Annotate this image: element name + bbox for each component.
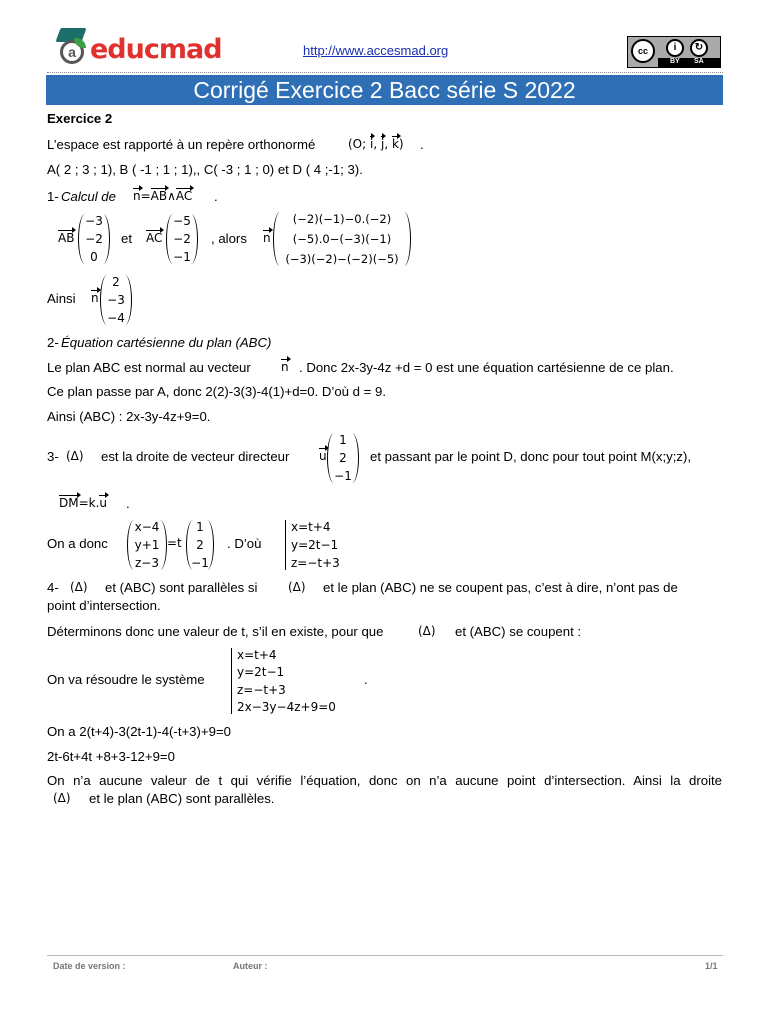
on-a-donc: On a donc [47, 536, 108, 551]
equation-system: x=t+4 y=2t−1 z=−t+3 2x−3y−4z+9=0 [231, 648, 362, 714]
system-intro: On va résoudre le système [47, 672, 205, 687]
header [0, 0, 768, 110]
creative-commons-badge [627, 36, 721, 68]
q4-delta-3: (Δ) [418, 624, 436, 638]
q1-label: 1- [47, 189, 59, 204]
q4-conclusion-1: On n’a aucune valeur de t qui vérifie l’équation, donc on n’a aucune point d’intersection. Ainsi la droite [47, 773, 722, 788]
q3-line1a: est la droite de vecteur directeur [101, 449, 290, 464]
ac-vector: −5 −2 −1 [166, 214, 198, 264]
share-alike-icon: ↻ [690, 39, 708, 57]
u-label: u [319, 449, 327, 463]
footer-author-label: Auteur : [233, 961, 268, 971]
by-label: BY [670, 58, 680, 65]
title-banner [46, 75, 723, 105]
q4-label: 4- [47, 580, 59, 595]
n-result-vector: 2 −3 −4 [100, 275, 132, 325]
parametric-system: x=t+4 y=2t−1 z=−t+3 [285, 520, 361, 570]
by-person-icon: i [666, 39, 684, 57]
q2-title: Équation cartésienne du plan (ABC) [61, 335, 272, 350]
eq-t: =t [167, 536, 182, 550]
q3-label: 3- [47, 449, 59, 464]
page-title: Corrigé Exercice 2 Bacc série S 2022 [193, 77, 576, 103]
sa-label: SA [694, 58, 704, 65]
q2-label: 2- [47, 335, 59, 350]
header-divider [47, 72, 723, 73]
u-vector: 1 2 −1 [327, 433, 359, 483]
at-sign-icon: a [60, 40, 84, 64]
dm-relation: DM=k.u [59, 496, 108, 510]
q4-delta-4: (Δ) [53, 791, 71, 805]
n-label: n [263, 231, 271, 245]
ab-label: AB [58, 231, 75, 245]
q4-line1a: et (ABC) sont parallèles si [105, 580, 258, 595]
frame-notation: (O; i, j, k) [348, 137, 404, 151]
exercise-heading: Exercice 2 [47, 111, 113, 126]
ainsi-word: Ainsi [47, 291, 76, 306]
points-line: A( 2 ; 3 ; 1), B ( -1 ; 1 ; 1),, C( -3 ; 1 ; 0) et D ( 4 ;-1; 3). [47, 162, 363, 177]
frame-end: . [420, 137, 424, 152]
q2-n: n [281, 360, 289, 374]
q4-line1b: et le plan (ABC) ne se coupent pas, c’est à dire, n’ont pas de [323, 580, 678, 595]
et-word: et [121, 231, 132, 246]
alors-word: , alors [211, 231, 247, 246]
q3-delta: (Δ) [66, 449, 84, 463]
q4-line3a: Déterminons donc une valeur de t, s’il en existe, pour que [47, 624, 384, 639]
q4-line3b: et (ABC) se coupent : [455, 624, 582, 639]
logo-text: educmad [90, 34, 222, 65]
cc-icon: cc [631, 39, 655, 63]
right-vector: 1 2 −1 [186, 520, 214, 570]
educmad-logo [52, 28, 222, 72]
footer-date-label: Date de version : [53, 961, 126, 971]
q2-line1b: . Donc 2x-3y-4z +d = 0 est une équation cartésienne de ce plan. [299, 360, 674, 375]
q2-line2: Ce plan passe par A, donc 2(2)-3(3)-4(1)+d=0. D’où d = 9. [47, 384, 387, 399]
q4-eq1: On a 2(t+4)-3(2t-1)-4(-t+3)+9=0 [47, 724, 231, 739]
intro-line: L’espace est rapporté à un repère orthonormé [47, 137, 316, 152]
q3-line1b: et passant par le point D, donc pour tout point M(x;y;z), [370, 449, 692, 464]
q4-delta-1: (Δ) [70, 580, 88, 594]
n-calculation-vector: (−2)(−1)−0.(−2) (−5).0−(−3)(−1) (−3)(−2)−(−2)(−5) [273, 212, 411, 266]
dou-word: . D’où [227, 536, 262, 551]
ab-vector: −3 −2 0 [78, 214, 110, 264]
q4-conclusion-2: et le plan (ABC) sont parallèles. [89, 791, 275, 806]
q4-line2: point d’intersection. [47, 598, 161, 613]
left-vector: x−4 y+1 z−3 [127, 520, 167, 570]
ac-label: AC [146, 231, 163, 245]
q4-eq2: 2t-6t+4t +8+3-12+9=0 [47, 749, 175, 764]
q1-formula-end: . [214, 189, 218, 204]
footer-page-number: 1/1 [705, 961, 718, 971]
q2-line3: Ainsi (ABC) : 2x-3y-4z+9=0. [47, 409, 211, 424]
website-link[interactable]: http://www.accesmad.org [303, 43, 449, 58]
q1-title: Calcul de [61, 189, 116, 204]
q1-formula: n=AB∧AC [133, 189, 193, 203]
dm-end: . [126, 496, 130, 511]
system-end: . [364, 672, 368, 687]
n-result-label: n [91, 291, 99, 305]
q2-line1a: Le plan ABC est normal au vecteur [47, 360, 251, 375]
footer-divider [47, 955, 723, 956]
q4-delta-2: (Δ) [288, 580, 306, 594]
